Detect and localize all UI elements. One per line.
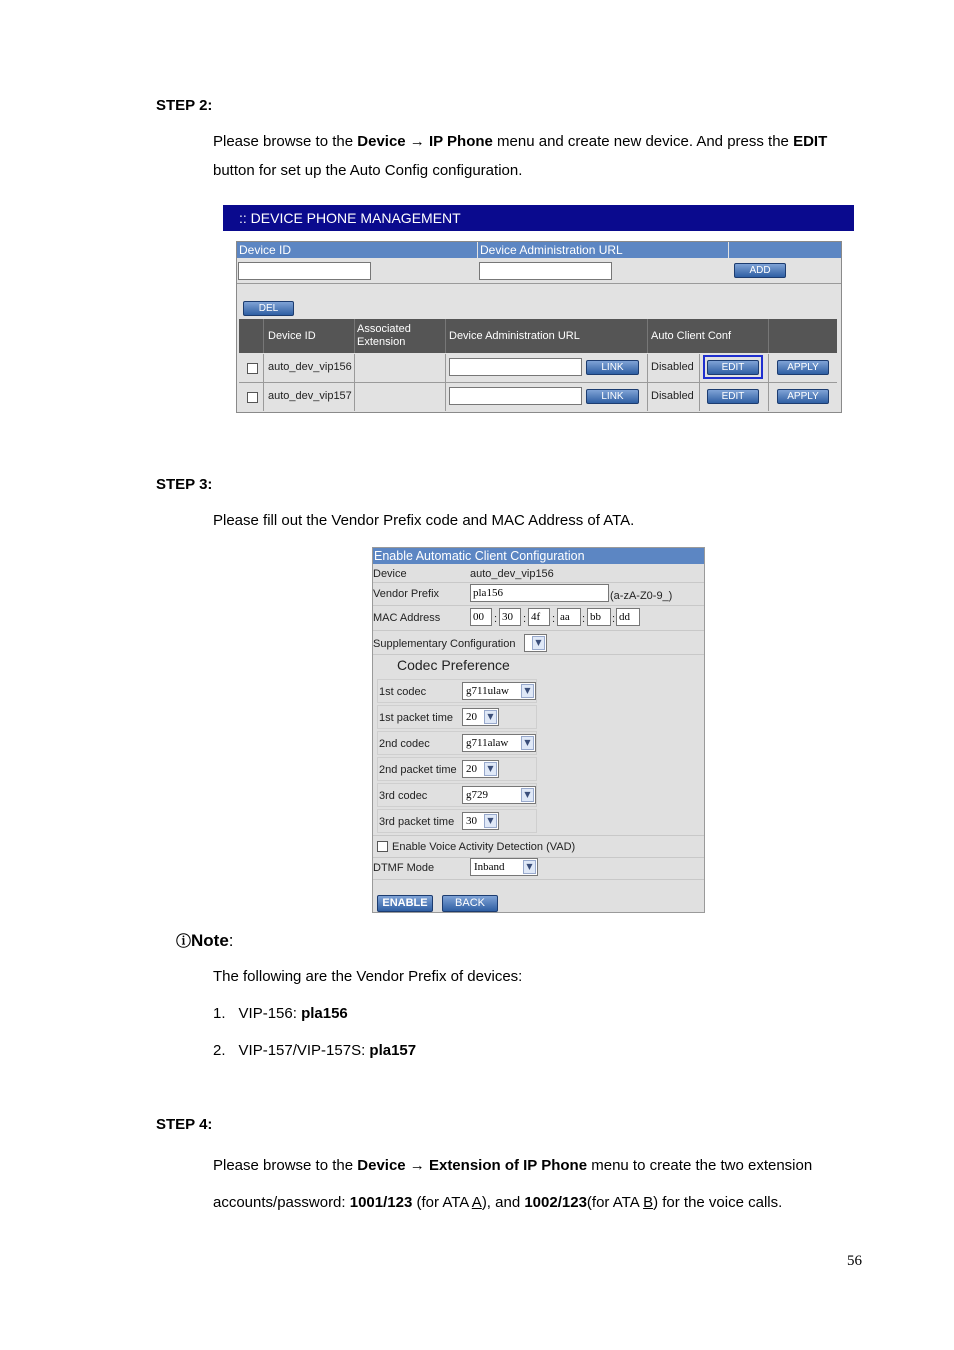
codec-label: 3rd codec <box>379 790 428 802</box>
step3-heading: STEP 3: <box>156 476 213 493</box>
mac-separator: : <box>523 613 527 625</box>
chevron-down-icon: ▼ <box>532 636 545 650</box>
mac-separator: : <box>612 613 616 625</box>
codec-label: 2nd codec <box>379 738 430 750</box>
row-admin-url-input[interactable] <box>449 358 582 376</box>
device-phone-management-panel <box>236 241 842 413</box>
auto-client-config-panel <box>372 547 705 913</box>
device-value: auto_dev_vip156 <box>470 568 554 580</box>
divider <box>237 283 841 284</box>
step2-heading: STEP 2: <box>156 97 213 114</box>
mac-separator: : <box>552 613 556 625</box>
note-intro: The following are the Vendor Prefix of devices: <box>213 968 523 985</box>
admin-url-input[interactable] <box>479 262 612 280</box>
vad-label: Enable Voice Activity Detection (VAD) <box>392 841 576 853</box>
chevron-down-icon: ▼ <box>523 860 536 874</box>
mac-octet-2[interactable]: 30 <box>499 608 521 626</box>
col-action-header <box>729 242 841 258</box>
codec-select[interactable]: g711ulaw ▼ <box>462 682 536 700</box>
table-header <box>239 319 837 353</box>
edit-button[interactable]: EDIT <box>707 389 759 404</box>
row-device-id: auto_dev_vip157 <box>268 390 352 402</box>
row-admin-url-input[interactable] <box>449 387 582 405</box>
vendor-prefix-hint: (a-zA-Z0-9_) <box>610 590 673 602</box>
chevron-down-icon: ▼ <box>521 736 534 750</box>
codec-row <box>377 809 537 833</box>
vad-checkbox[interactable] <box>377 841 388 852</box>
info-icon: ⓘ <box>176 932 192 950</box>
del-button[interactable]: DEL <box>243 301 294 316</box>
chevron-down-icon: ▼ <box>521 788 534 802</box>
th-associated-extension: Associated Extension <box>357 323 411 348</box>
col-admin-url-header: Device Administration URL <box>478 242 728 258</box>
mac-octet-6[interactable]: dd <box>616 608 640 626</box>
note-list-item: 1. VIP-156: pla156 <box>213 1005 348 1022</box>
apply-button[interactable]: APPLY <box>777 360 829 375</box>
add-button[interactable]: ADD <box>734 263 786 278</box>
packet-time-select[interactable]: 30 ▼ <box>462 812 499 830</box>
mac-separator: : <box>494 613 498 625</box>
th-device-id: Device ID <box>268 330 316 342</box>
row-select-checkbox[interactable] <box>247 363 258 374</box>
supplementary-config-label: Supplementary Configuration <box>373 638 516 650</box>
link-button[interactable]: LINK <box>586 389 639 404</box>
auto-client-config-title: Enable Automatic Client Configuration <box>373 548 704 564</box>
col-device-id-header: Device ID <box>237 242 477 258</box>
codec-row <box>377 679 537 703</box>
packet-time-select[interactable]: 20 ▼ <box>462 708 499 726</box>
codec-select[interactable]: g729 ▼ <box>462 786 536 804</box>
th-admin-url: Device Administration URL <box>449 330 580 342</box>
step2-paragraph: Please browse to the Device → IP Phone menu and create new device. And press the EDIT button for set up the Auto Config configuration. <box>213 133 828 179</box>
link-button[interactable]: LINK <box>586 360 639 375</box>
device-phone-management-title: :: DEVICE PHONE MANAGEMENT <box>223 205 854 231</box>
codec-row <box>377 757 537 781</box>
supplementary-config-select[interactable] <box>524 634 547 652</box>
page-number: 56 <box>847 1253 862 1269</box>
codec-select[interactable]: g711alaw ▼ <box>462 734 536 752</box>
chevron-down-icon: ▼ <box>521 684 534 698</box>
row-device-id: auto_dev_vip156 <box>268 361 352 373</box>
codec-label: 2nd packet time <box>379 764 457 776</box>
device-id-input[interactable] <box>238 262 371 280</box>
step3-paragraph: Please fill out the Vendor Prefix code and MAC Address of ATA. <box>213 512 635 529</box>
vendor-prefix-label: Vendor Prefix <box>373 588 440 600</box>
dtmf-mode-label: DTMF Mode <box>373 862 435 874</box>
th-auto-client-conf: Auto Client Conf <box>651 330 732 342</box>
step4-paragraph: Please browse to the Device → Extension of IP Phone menu to create the two extension accounts/password: 1001/123 (for ATA A), and 1002/123(for ATA B) for the voice calls. <box>213 1157 813 1211</box>
back-button[interactable]: BACK <box>442 895 498 912</box>
codec-label: 3rd packet time <box>379 816 455 828</box>
chevron-down-icon: ▼ <box>484 710 497 724</box>
mac-octet-1[interactable]: 00 <box>470 608 492 626</box>
chevron-down-icon: ▼ <box>484 762 497 776</box>
edit-button[interactable]: EDIT <box>707 360 759 375</box>
codec-label: 1st codec <box>379 686 427 698</box>
table-row <box>239 354 837 382</box>
codec-row <box>377 783 537 807</box>
row-status: Disabled <box>651 361 694 373</box>
apply-button[interactable]: APPLY <box>777 389 829 404</box>
mac-address-label: MAC Address <box>373 612 441 624</box>
dtmf-mode-select[interactable]: Inband ▼ <box>470 858 538 876</box>
codec-preference-title: Codec Preference <box>397 657 510 673</box>
enable-button[interactable]: ENABLE <box>377 895 433 912</box>
device-label: Device <box>373 568 407 580</box>
row-select-checkbox[interactable] <box>247 392 258 403</box>
row-status: Disabled <box>651 390 694 402</box>
table-row <box>239 383 837 411</box>
vendor-prefix-input[interactable]: pla156 <box>470 584 609 602</box>
mac-separator: : <box>582 613 586 625</box>
codec-row <box>377 705 537 729</box>
codec-label: 1st packet time <box>379 712 453 724</box>
codec-row <box>377 731 537 755</box>
mac-octet-5[interactable]: bb <box>587 608 611 626</box>
note-list-item: 2. VIP-157/VIP-157S: pla157 <box>213 1042 417 1059</box>
packet-time-select[interactable]: 20 ▼ <box>462 760 499 778</box>
chevron-down-icon: ▼ <box>484 814 497 828</box>
step4-heading: STEP 4: <box>156 1116 213 1133</box>
mac-octet-4[interactable]: aa <box>557 608 581 626</box>
note-heading: ⓘNote: <box>176 931 234 950</box>
mac-octet-3[interactable]: 4f <box>528 608 550 626</box>
